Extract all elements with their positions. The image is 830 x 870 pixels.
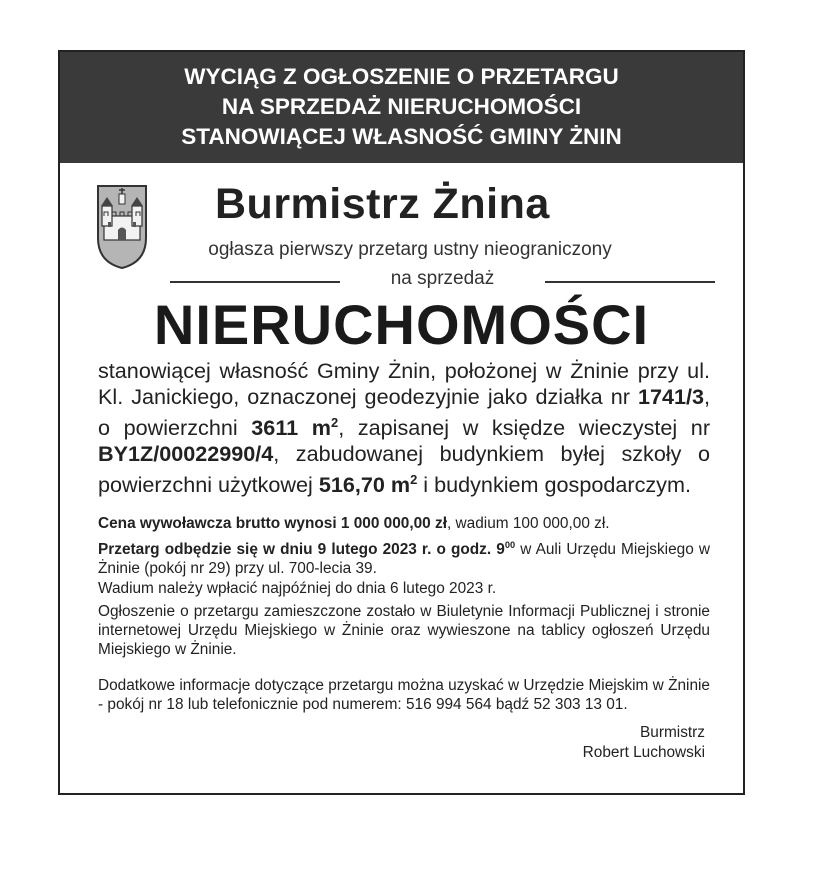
date-paragraph — [98, 536, 710, 578]
auction-date-text: Przetarg odbędzie się w dniu 9 lutego 2023 r. o godz. 9 — [98, 541, 505, 559]
header-line-1: WYCIĄG Z OGŁOSZENIE O PRZETARGU — [184, 64, 619, 89]
header-line-3: STANOWIĄCEJ WŁASNOŚĆ GMINY ŻNIN — [181, 124, 622, 149]
signature-role: Burmistrz — [640, 724, 705, 741]
desc-text: , zapisanej w księdze wieczystej nr — [338, 415, 711, 441]
header-line-2: NA SPRZEDAŻ NIERUCHOMOŚCI — [221, 94, 582, 119]
usable-area-value: 516,70 m — [318, 472, 411, 498]
desc-text: stanowiącej własność Gminy Żnin, położonej w Żninie przy ul. Kl. Janickiego, oznaczonej geodezyjnie jako działka nr — [98, 358, 710, 409]
land-register-number: BY1Z/00022990/4 — [98, 441, 274, 467]
property-description — [98, 358, 710, 498]
starting-price: Cena wywoławcza brutto wynosi 1 000 000,00 zł — [98, 515, 447, 532]
usable-area-unit-sup: 2 — [410, 472, 418, 488]
announcement-frame — [58, 50, 745, 795]
desc-text: , o powierzchni — [98, 384, 710, 441]
sale-label: na sprzedaż — [390, 268, 495, 289]
announcement-subtitle: ogłasza pierwszy przetarg ustny nieograniczony — [208, 239, 612, 260]
desc-text: i budynkiem gospodarczym. — [417, 472, 691, 498]
desc-text: , zabudowanej budynkiem byłej szkoły o powierzchni użytkowej — [98, 441, 710, 498]
publication-info: Ogłoszenie o przetargu zamieszczone zostało w Biuletynie Informacji Publicznej i stronie internetowej Urzędu Miejskiego w Żninie oraz wywieszone na tablicy ogłoszeń Urzędu Miejskiego w Żninie. — [98, 603, 710, 658]
auction-location: w Auli Urzędu Miejskiego w Żninie (pokój nr 29) przy ul. 700-lecia 39. — [98, 541, 710, 578]
signature-name: Robert Luchowski — [582, 744, 705, 761]
signature — [583, 723, 705, 763]
plot-area-value: 3611 m — [251, 415, 331, 441]
plot-area — [251, 415, 338, 440]
contact-info: Dodatkowe informacje dotyczące przetargu można uzyskać w Urzędzie Miejskim w Żninie - pokój nr 18 lub telefonicznie pod numerem: 516 994 564 bądź 52 303 13 01. — [98, 677, 710, 713]
price-paragraph — [98, 514, 710, 533]
deposit-deadline: Wadium należy wpłacić najpóźniej do dnia 6 lutego 2023 r. — [98, 580, 497, 597]
deposit-amount: , wadium 100 000,00 zł. — [447, 515, 610, 532]
plot-number: 1741/3 — [637, 384, 704, 409]
plot-area-unit-sup: 2 — [330, 415, 339, 430]
mayor-title: Burmistrz Żnina — [215, 180, 550, 228]
sale-divider-row — [170, 268, 715, 292]
property-heading: NIERUCHOMOŚCI — [153, 293, 650, 356]
auction-date — [98, 541, 515, 558]
announcement-header — [60, 52, 743, 163]
auction-time-sup: 00 — [504, 540, 516, 550]
divider-right — [545, 281, 715, 283]
znin-coat-of-arms-icon — [96, 182, 148, 270]
usable-area — [319, 472, 417, 497]
